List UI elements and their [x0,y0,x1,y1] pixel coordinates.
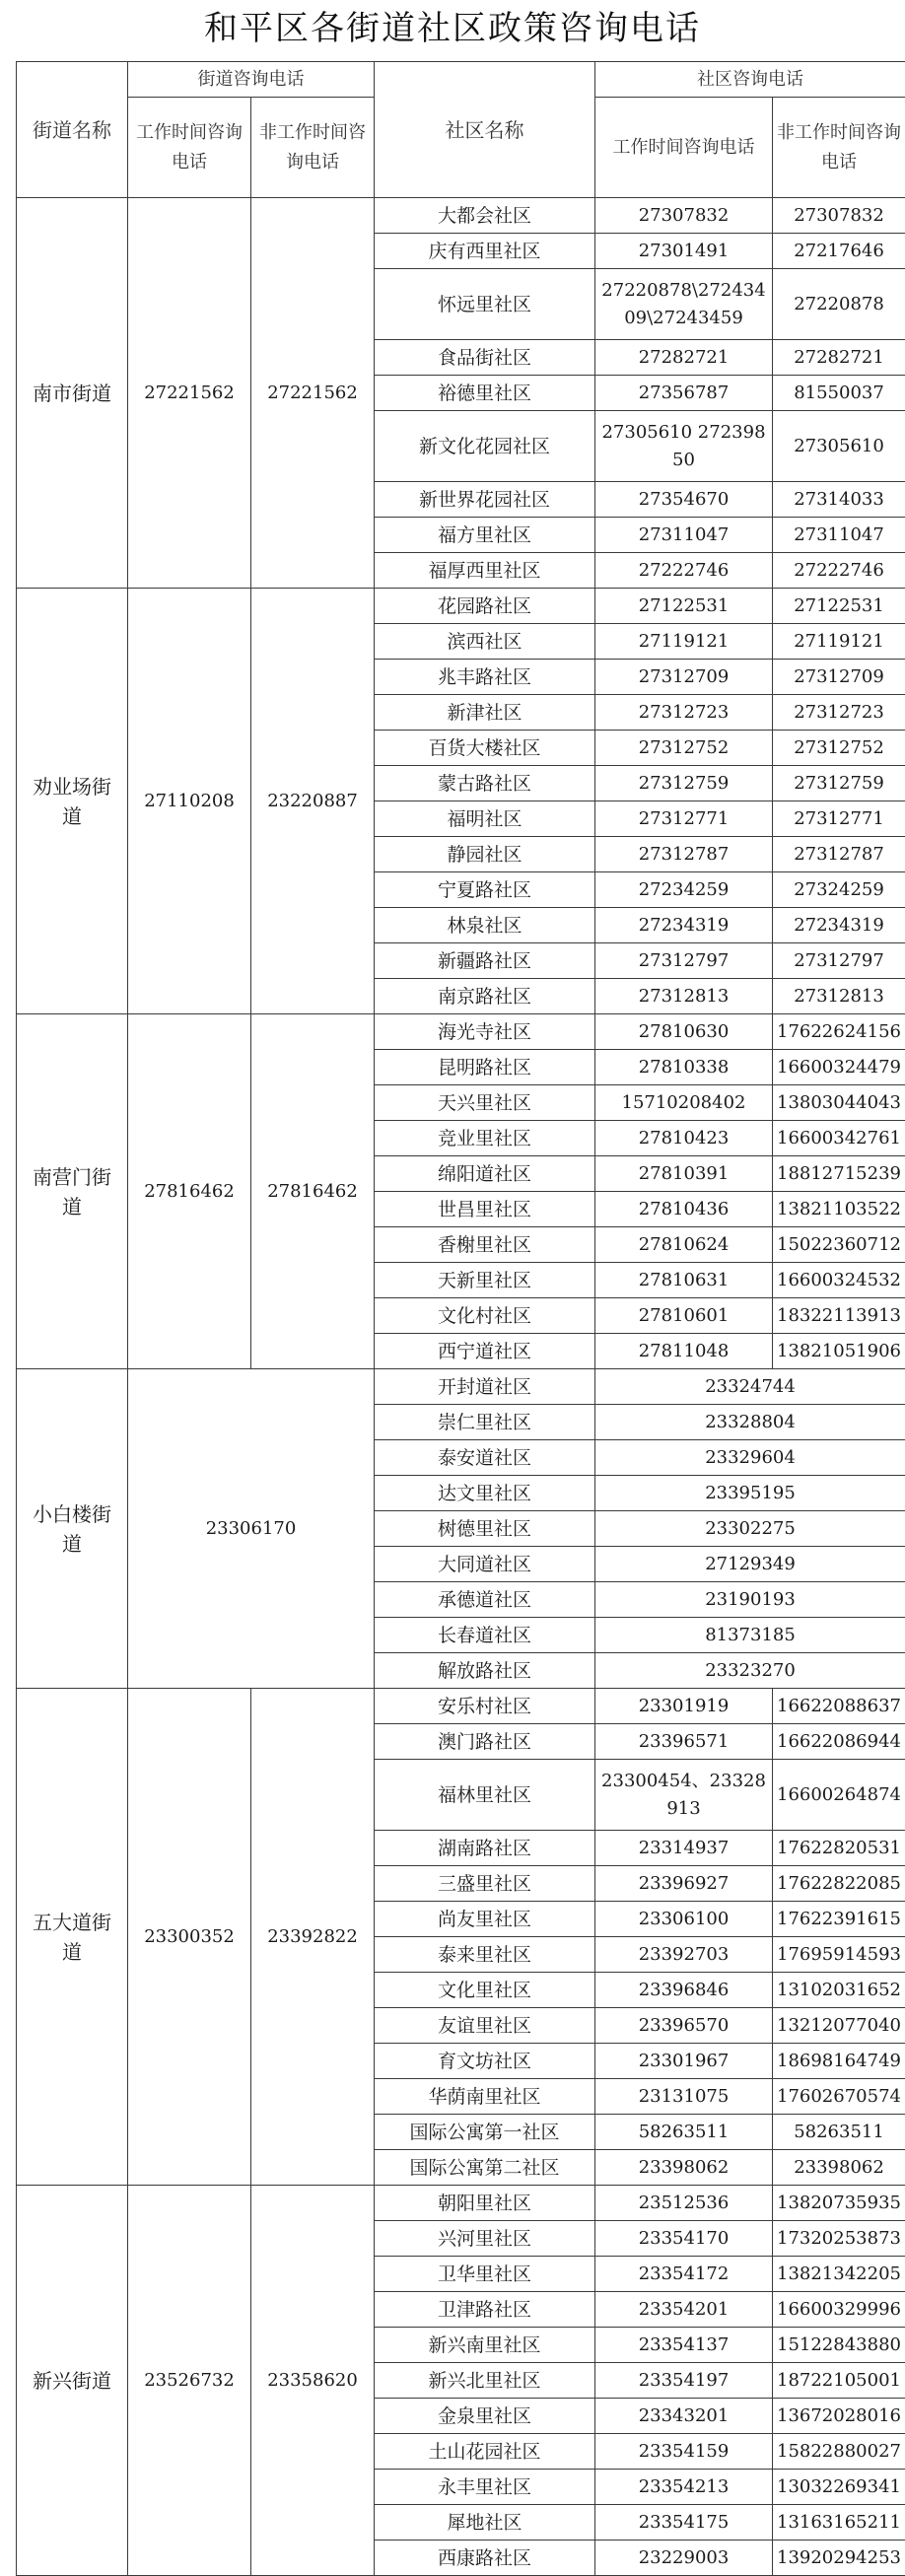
community-name: 大都会社区 [375,198,595,234]
header-street-nonwork: 非工作时间咨询电话 [251,98,375,198]
community-nonwork-phone: 13821342205 [773,2257,905,2292]
community-name: 卫华里社区 [375,2257,595,2292]
community-work-phone: 27312797 [595,943,773,979]
community-work-phone: 27356787 [595,376,773,411]
community-name: 福明社区 [375,801,595,837]
community-nonwork-phone: 16622086944 [773,1724,905,1760]
community-work-phone: 27234259 [595,872,773,908]
community-name: 安乐村社区 [375,1689,595,1724]
community-work-phone: 23300454、23328913 [595,1760,773,1831]
community-name: 崇仁里社区 [375,1405,595,1440]
community-name: 香榭里社区 [375,1227,595,1263]
community-work-phone: 27234319 [595,908,773,943]
community-work-phone: 27305610 27239850 [595,411,773,482]
community-work-phone: 27220878\27243409\27243459 [595,269,773,340]
community-nonwork-phone: 23398062 [773,2150,905,2186]
community-work-phone: 23354175 [595,2505,773,2541]
community-name: 宁夏路社区 [375,872,595,908]
community-phone: 23324744 [595,1369,905,1405]
table-body [17,198,905,2576]
community-name: 海光寺社区 [375,1014,595,1050]
community-work-phone: 27810630 [595,1014,773,1050]
street-nonwork-phone: 23392822 [251,1689,375,2186]
community-nonwork-phone: 13163165211 [773,2505,905,2541]
community-work-phone: 23396927 [595,1866,773,1902]
community-name: 新兴南里社区 [375,2328,595,2363]
community-nonwork-phone: 17622820531 [773,1831,905,1866]
street-nonwork-phone: 27816462 [251,1014,375,1369]
community-nonwork-phone: 27312797 [773,943,905,979]
community-work-phone: 23396846 [595,1973,773,2008]
community-nonwork-phone: 16622088637 [773,1689,905,1724]
header-community-work: 工作时间咨询电话 [595,98,773,198]
community-name: 永丰里社区 [375,2470,595,2505]
street-name: 劝业场街道 [17,589,128,1014]
community-work-phone: 58263511 [595,2115,773,2150]
table-row [17,1369,905,1405]
community-nonwork-phone: 17320253873 [773,2221,905,2257]
community-nonwork-phone: 27312752 [773,731,905,766]
community-nonwork-phone: 27324259 [773,872,905,908]
community-work-phone: 27810624 [595,1227,773,1263]
community-nonwork-phone: 16600324532 [773,1263,905,1298]
community-nonwork-phone: 16600329996 [773,2292,905,2328]
community-nonwork-phone: 27311047 [773,518,905,553]
community-phone: 23302275 [595,1511,905,1547]
community-work-phone: 23512536 [595,2186,773,2221]
street-work-phone: 27816462 [128,1014,251,1369]
community-work-phone: 27810338 [595,1050,773,1085]
community-phone: 23190193 [595,1582,905,1618]
community-nonwork-phone: 27220878 [773,269,905,340]
community-work-phone: 27811048 [595,1334,773,1369]
community-work-phone: 27810601 [595,1298,773,1334]
community-name: 福方里社区 [375,518,595,553]
community-nonwork-phone: 17622624156 [773,1014,905,1050]
community-name: 朝阳里社区 [375,2186,595,2221]
community-name: 庆有西里社区 [375,234,595,269]
community-nonwork-phone: 16600324479 [773,1050,905,1085]
community-nonwork-phone: 27234319 [773,908,905,943]
community-work-phone: 23229003 [595,2541,773,2576]
community-name: 尚友里社区 [375,1902,595,1937]
table-row [17,198,905,234]
community-nonwork-phone: 15022360712 [773,1227,905,1263]
community-name: 犀地社区 [375,2505,595,2541]
community-nonwork-phone: 27312709 [773,660,905,695]
community-nonwork-phone: 27312787 [773,837,905,872]
community-name: 百货大楼社区 [375,731,595,766]
community-name: 食品街社区 [375,340,595,376]
community-nonwork-phone: 81550037 [773,376,905,411]
community-work-phone: 23392703 [595,1937,773,1973]
community-name: 花园路社区 [375,589,595,624]
street-nonwork-phone: 23358620 [251,2186,375,2576]
community-name: 文化里社区 [375,1973,595,2008]
community-name: 湖南路社区 [375,1831,595,1866]
community-work-phone: 27354670 [595,482,773,518]
community-name: 南京路社区 [375,979,595,1014]
community-phone: 23329604 [595,1440,905,1476]
community-name: 天新里社区 [375,1263,595,1298]
community-name: 兴河里社区 [375,2221,595,2257]
community-work-phone: 27312771 [595,801,773,837]
community-nonwork-phone: 15122843880 [773,2328,905,2363]
street-name: 南营门街道 [17,1014,128,1369]
community-work-phone: 23354137 [595,2328,773,2363]
community-name: 开封道社区 [375,1369,595,1405]
community-nonwork-phone: 27307832 [773,198,905,234]
community-work-phone: 27122531 [595,589,773,624]
community-nonwork-phone: 13821103522 [773,1192,905,1227]
street-nonwork-phone: 23220887 [251,589,375,1014]
street-name: 新兴街道 [17,2186,128,2576]
community-name: 蒙古路社区 [375,766,595,801]
community-name: 国际公寓第二社区 [375,2150,595,2186]
community-nonwork-phone: 18698164749 [773,2044,905,2079]
community-work-phone: 27312709 [595,660,773,695]
community-name: 三盛里社区 [375,1866,595,1902]
street-name: 小白楼街道 [17,1369,128,1689]
community-name: 金泉里社区 [375,2399,595,2434]
header-row [17,62,905,98]
community-work-phone: 27282721 [595,340,773,376]
community-work-phone: 23354159 [595,2434,773,2470]
community-work-phone: 27810423 [595,1121,773,1156]
community-name: 国际公寓第一社区 [375,2115,595,2150]
community-phone: 81373185 [595,1618,905,1653]
community-name: 育文坊社区 [375,2044,595,2079]
community-name: 世昌里社区 [375,1192,595,1227]
community-work-phone: 23343201 [595,2399,773,2434]
community-nonwork-phone: 27312723 [773,695,905,731]
community-name: 泰安道社区 [375,1440,595,1476]
community-nonwork-phone: 27312759 [773,766,905,801]
community-nonwork-phone: 27119121 [773,624,905,660]
community-work-phone: 27312752 [595,731,773,766]
community-nonwork-phone: 17695914593 [773,1937,905,1973]
community-work-phone: 23301919 [595,1689,773,1724]
community-name: 承德道社区 [375,1582,595,1618]
community-nonwork-phone: 13212077040 [773,2008,905,2044]
community-name: 华荫南里社区 [375,2079,595,2115]
community-name: 西康路社区 [375,2541,595,2576]
community-work-phone: 27810631 [595,1263,773,1298]
community-work-phone: 23131075 [595,2079,773,2115]
community-work-phone: 27311047 [595,518,773,553]
community-work-phone: 23396570 [595,2008,773,2044]
table-row [17,1014,905,1050]
community-work-phone: 27810436 [595,1192,773,1227]
community-work-phone: 23354170 [595,2221,773,2257]
community-nonwork-phone: 13920294253 [773,2541,905,2576]
community-nonwork-phone: 13032269341 [773,2470,905,2505]
community-nonwork-phone: 16600264874 [773,1760,905,1831]
street-work-phone: 27110208 [128,589,251,1014]
community-work-phone: 27312723 [595,695,773,731]
community-nonwork-phone: 27305610 [773,411,905,482]
street-name: 五大道街道 [17,1689,128,2186]
header-community-name: 社区名称 [375,62,595,198]
community-name: 怀远里社区 [375,269,595,340]
community-nonwork-phone: 13672028016 [773,2399,905,2434]
street-work-phone: 23300352 [128,1689,251,2186]
table-row [17,589,905,624]
community-work-phone: 27810391 [595,1156,773,1192]
community-name: 滨西社区 [375,624,595,660]
community-nonwork-phone: 13821051906 [773,1334,905,1369]
community-phone: 23328804 [595,1405,905,1440]
community-name: 大同道社区 [375,1547,595,1582]
community-nonwork-phone: 27312813 [773,979,905,1014]
community-name: 绵阳道社区 [375,1156,595,1192]
community-name: 新文化花园社区 [375,411,595,482]
community-name: 天兴里社区 [375,1085,595,1121]
community-nonwork-phone: 13803044043 [773,1085,905,1121]
community-nonwork-phone: 13102031652 [773,1973,905,2008]
community-work-phone: 23354197 [595,2363,773,2399]
community-name: 树德里社区 [375,1511,595,1547]
street-nonwork-phone: 27221562 [251,198,375,589]
phone-table [16,61,905,2576]
community-name: 林泉社区 [375,908,595,943]
table-row [17,1689,905,1724]
community-work-phone: 15710208402 [595,1085,773,1121]
community-nonwork-phone: 18722105001 [773,2363,905,2399]
community-name: 解放路社区 [375,1653,595,1689]
community-name: 长春道社区 [375,1618,595,1653]
table-row [17,2186,905,2221]
community-nonwork-phone: 27314033 [773,482,905,518]
header-community-nonwork: 非工作时间咨询电话 [773,98,905,198]
community-name: 福厚西里社区 [375,553,595,589]
community-name: 竞业里社区 [375,1121,595,1156]
community-work-phone: 23306100 [595,1902,773,1937]
community-nonwork-phone: 17602670574 [773,2079,905,2115]
community-name: 新疆路社区 [375,943,595,979]
community-name: 卫津路社区 [375,2292,595,2328]
community-nonwork-phone: 27217646 [773,234,905,269]
community-nonwork-phone: 13820735935 [773,2186,905,2221]
header-community-phone: 社区咨询电话 [595,62,905,98]
community-name: 新兴北里社区 [375,2363,595,2399]
community-nonwork-phone: 17622822085 [773,1866,905,1902]
community-work-phone: 23354172 [595,2257,773,2292]
street-work-phone: 27221562 [128,198,251,589]
community-work-phone: 27307832 [595,198,773,234]
community-work-phone: 23398062 [595,2150,773,2186]
community-name: 澳门路社区 [375,1724,595,1760]
community-nonwork-phone: 17622391615 [773,1902,905,1937]
community-nonwork-phone: 27312771 [773,801,905,837]
community-nonwork-phone: 27222746 [773,553,905,589]
community-name: 静园社区 [375,837,595,872]
community-name: 新津社区 [375,695,595,731]
community-nonwork-phone: 18322113913 [773,1298,905,1334]
community-nonwork-phone: 16600342761 [773,1121,905,1156]
community-work-phone: 23354201 [595,2292,773,2328]
page-title: 和平区各街道社区政策咨询电话 [204,9,701,48]
community-name: 西宁道社区 [375,1334,595,1369]
community-name: 泰来里社区 [375,1937,595,1973]
community-work-phone: 27312787 [595,837,773,872]
community-name: 达文里社区 [375,1476,595,1511]
community-work-phone: 23301967 [595,2044,773,2079]
community-name: 裕德里社区 [375,376,595,411]
community-name: 兆丰路社区 [375,660,595,695]
community-name: 昆明路社区 [375,1050,595,1085]
street-name: 南市街道 [17,198,128,589]
community-work-phone: 27312759 [595,766,773,801]
community-name: 文化村社区 [375,1298,595,1334]
header-street-work: 工作时间咨询电话 [128,98,251,198]
community-work-phone: 23354213 [595,2470,773,2505]
community-nonwork-phone: 15822880027 [773,2434,905,2470]
community-nonwork-phone: 27122531 [773,589,905,624]
community-work-phone: 27119121 [595,624,773,660]
community-work-phone: 23314937 [595,1831,773,1866]
community-name: 土山花园社区 [375,2434,595,2470]
community-name: 友谊里社区 [375,2008,595,2044]
community-phone: 23323270 [595,1653,905,1689]
street-work-phone: 23526732 [128,2186,251,2576]
community-phone: 27129349 [595,1547,905,1582]
header-street-name: 街道名称 [17,62,128,198]
community-work-phone: 27301491 [595,234,773,269]
community-name: 新世界花园社区 [375,482,595,518]
header-street-phone: 街道咨询电话 [128,62,375,98]
community-nonwork-phone: 27282721 [773,340,905,376]
community-nonwork-phone: 58263511 [773,2115,905,2150]
community-phone: 23395195 [595,1476,905,1511]
community-work-phone: 27312813 [595,979,773,1014]
street-phone: 23306170 [128,1369,375,1689]
community-name: 福林里社区 [375,1760,595,1831]
community-work-phone: 23396571 [595,1724,773,1760]
community-work-phone: 27222746 [595,553,773,589]
community-nonwork-phone: 18812715239 [773,1156,905,1192]
phone-table-container [16,61,905,2576]
